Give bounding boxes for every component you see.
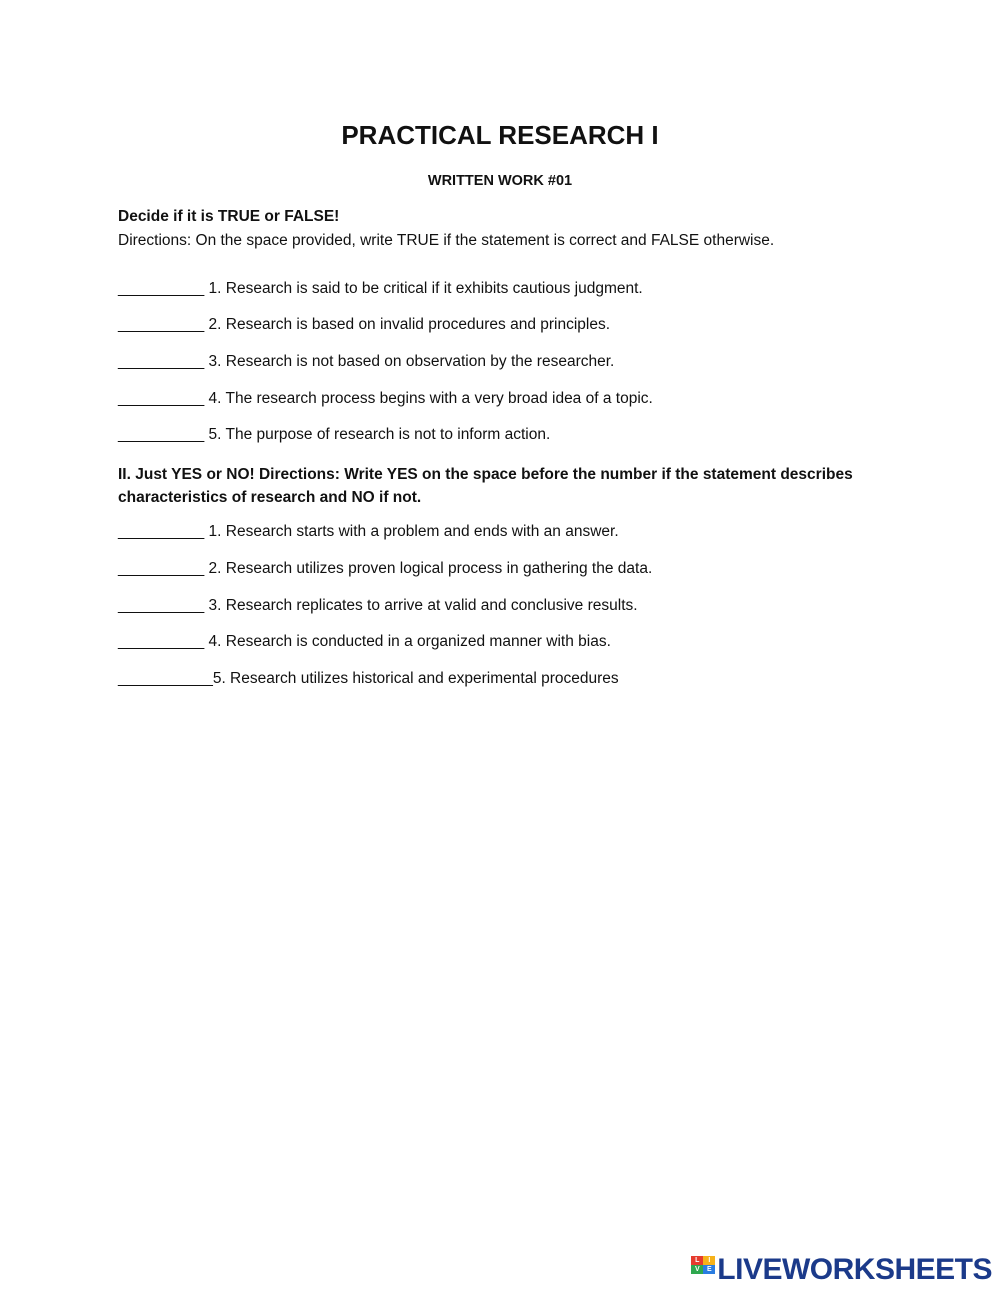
logo-mark-letter: I: [703, 1256, 715, 1265]
answer-blank[interactable]: __________: [118, 353, 205, 370]
answer-blank[interactable]: __________: [118, 390, 205, 407]
section2-item-5: [118, 670, 619, 688]
answer-blank[interactable]: __________: [118, 426, 205, 443]
section1-item-5: [118, 426, 550, 444]
logo-mark-letter: E: [703, 1265, 715, 1274]
logo-mark-letter: L: [691, 1256, 703, 1265]
statement-text: 1. Research is said to be critical if it exhibits cautious judgment.: [204, 280, 643, 297]
section1-item-4: [118, 390, 653, 408]
statement-text: 4. The research process begins with a very broad idea of a topic.: [204, 390, 653, 407]
logo-mark-icon: [691, 1256, 715, 1284]
page-subtitle: WRITTEN WORK #01: [427, 173, 573, 189]
section2-item-3: [118, 597, 638, 615]
answer-blank[interactable]: __________: [118, 523, 205, 540]
answer-blank[interactable]: ___________: [118, 670, 213, 687]
statement-text: 3. Research replicates to arrive at valid and conclusive results.: [204, 597, 638, 614]
section2-heading: II. Just YES or NO! Directions: Write YES on the space before the number if the statement describes characteristics of research and NO if not.: [118, 466, 853, 506]
statement-text: 2. Research utilizes proven logical process in gathering the data.: [204, 560, 653, 577]
statement-text: 2. Research is based on invalid procedures and principles.: [204, 316, 611, 333]
liveworksheets-logo[interactable]: [691, 1253, 992, 1287]
section1-directions: Directions: On the space provided, write TRUE if the statement is correct and FALSE otherwise.: [118, 232, 775, 249]
page-title: PRACTICAL RESEARCH I: [341, 120, 659, 150]
section1-heading: Decide if it is TRUE or FALSE!: [118, 208, 340, 225]
answer-blank[interactable]: __________: [118, 597, 205, 614]
answer-blank[interactable]: __________: [118, 316, 205, 333]
answer-blank[interactable]: __________: [118, 280, 205, 297]
section2-item-2: [118, 560, 652, 578]
statement-text: 3. Research is not based on observation by the researcher.: [204, 353, 615, 370]
answer-blank[interactable]: __________: [118, 633, 205, 650]
answer-blank[interactable]: __________: [118, 560, 205, 577]
logo-text: LIVEWORKSHEETS: [717, 1253, 992, 1286]
statement-text: 1. Research starts with a problem and ends with an answer.: [204, 523, 619, 540]
section1-item-2: [118, 316, 610, 334]
section2-item-4: [118, 633, 611, 651]
statement-text: 5. Research utilizes historical and experimental procedures: [212, 670, 619, 687]
section1-item-3: [118, 353, 614, 371]
statement-text: 5. The purpose of research is not to inform action.: [204, 426, 551, 443]
section1-item-1: [118, 280, 643, 298]
logo-mark-letter: V: [691, 1265, 703, 1274]
section2-item-1: [118, 523, 619, 541]
statement-text: 4. Research is conducted in a organized manner with bias.: [204, 633, 611, 650]
